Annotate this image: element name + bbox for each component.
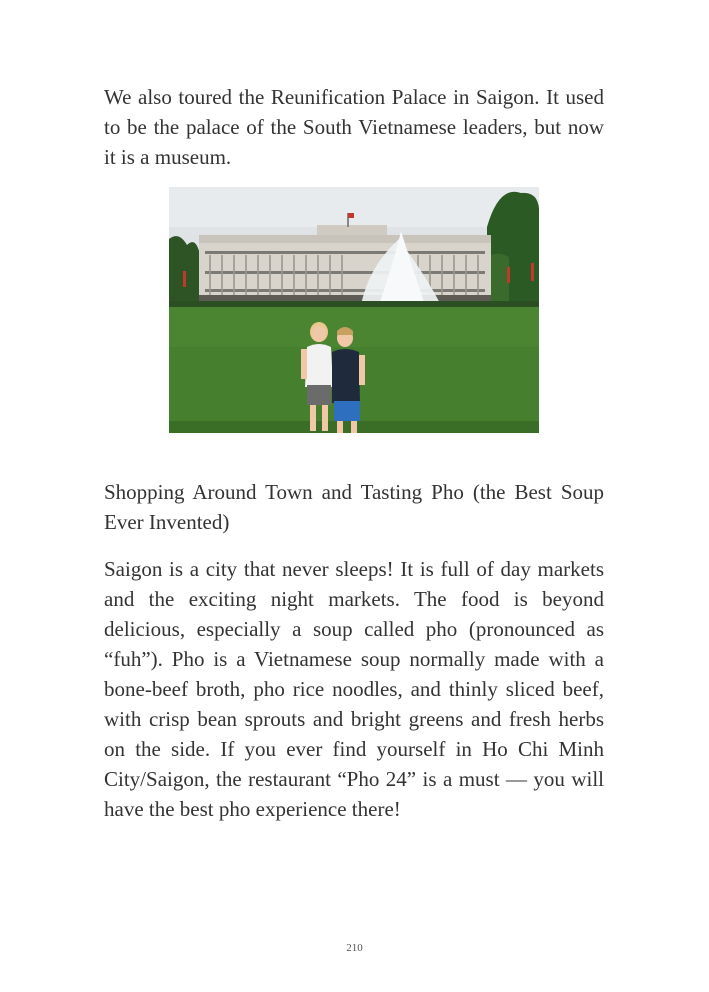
section-heading: Shopping Around Town and Tasting Pho (the Best Soup Ever Invented) <box>104 480 604 534</box>
pho-paragraph: Saigon is a city that never sleeps! It is full of day markets and the exciting night markets. The food is beyond delicious, especially a soup called pho (pronounced as “fuh”). Pho is a Vietnamese soup normally made with a bone-beef broth, pho rice noodles, and thinly sliced beef, with crisp bean sprouts and bright greens and fresh herbs on the side. If you ever find yourself in Ho Chi Minh City/Saigon, the restaurant “Pho 24” is a must — you will have the best pho experience there! <box>104 557 604 821</box>
intro-paragraph: We also toured the Reunification Palace in Saigon. It used to be the palace of the South Vietnamese leaders, but now it is a museum. <box>104 85 604 169</box>
palace-photo <box>169 187 539 433</box>
page-number: 210 <box>346 942 363 954</box>
